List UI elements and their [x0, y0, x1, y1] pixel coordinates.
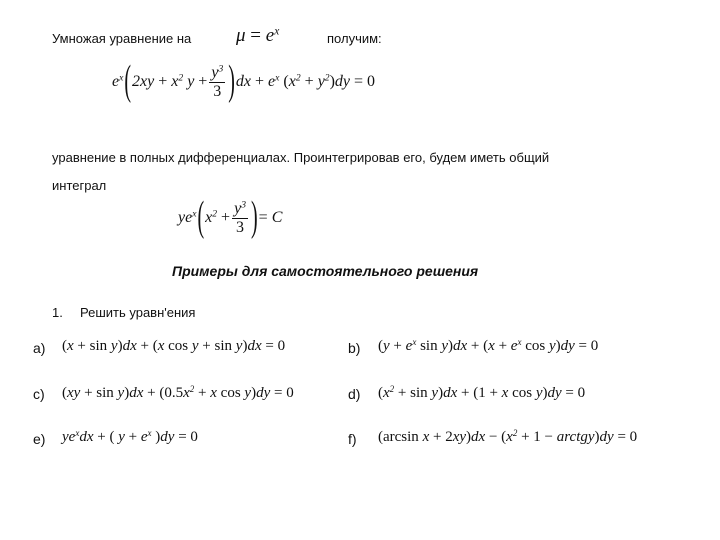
exercise-equation-f: (arcsin $x + 2xy)dx - (x^2 + 1$ − arctgy)dy = 0	[378, 428, 638, 445]
intro-text-before: Умножая уравнение на	[52, 31, 192, 46]
exercise-equation-b: ($y + e^x$ $\sin y)dx + (x + e^x$ cos y)dy = 0	[378, 337, 599, 354]
exercise-label-e: e)	[33, 431, 46, 447]
formula-mu: $\mu = e^x$	[236, 25, 280, 46]
exercise-label-a: a)	[33, 340, 46, 356]
section-heading: Примеры для самостоятельного решения	[172, 263, 479, 279]
exercise-label-b: b)	[348, 340, 361, 356]
intro-text-after: получим:	[327, 31, 382, 46]
exercise-equation-c: $(xy + \sin y)dx + (0.5x^2 + x$ cos y)dy = 0	[62, 384, 294, 401]
exercise-label-d: d)	[348, 386, 361, 402]
exercise-label-c: c)	[33, 386, 45, 402]
paragraph-line-2: интеграл	[52, 178, 107, 193]
equation-main: $e^x$ ( $2xy + x^2$ y + $\frac{y^3}{3}$ ) dx + $e^x$ $(x^2 + y^2)dy = 0$	[112, 57, 376, 105]
task-number: 1.	[52, 305, 63, 320]
task-text: Решить уравн'ения	[80, 305, 196, 320]
exercise-equation-e: $ye^xdx$ + ( $y + e^x$ )dy = 0	[62, 428, 198, 445]
exercise-equation-d: $(x^2 + \sin y)dx + (1 + x$ cos y)dy = 0	[378, 384, 586, 401]
equation-integral: $ye^x$ ( $x^2$ + $\frac{y^3}{3}$ ) = C	[178, 193, 283, 241]
exercise-equation-a: (x + sin y)dx + (x cos y + sin y)dx = 0	[62, 338, 286, 354]
exercise-label-f: f)	[348, 431, 357, 447]
paragraph-line-1: уравнение в полных дифференциалах. Проинтегрировав его, будем иметь общий	[52, 150, 550, 165]
